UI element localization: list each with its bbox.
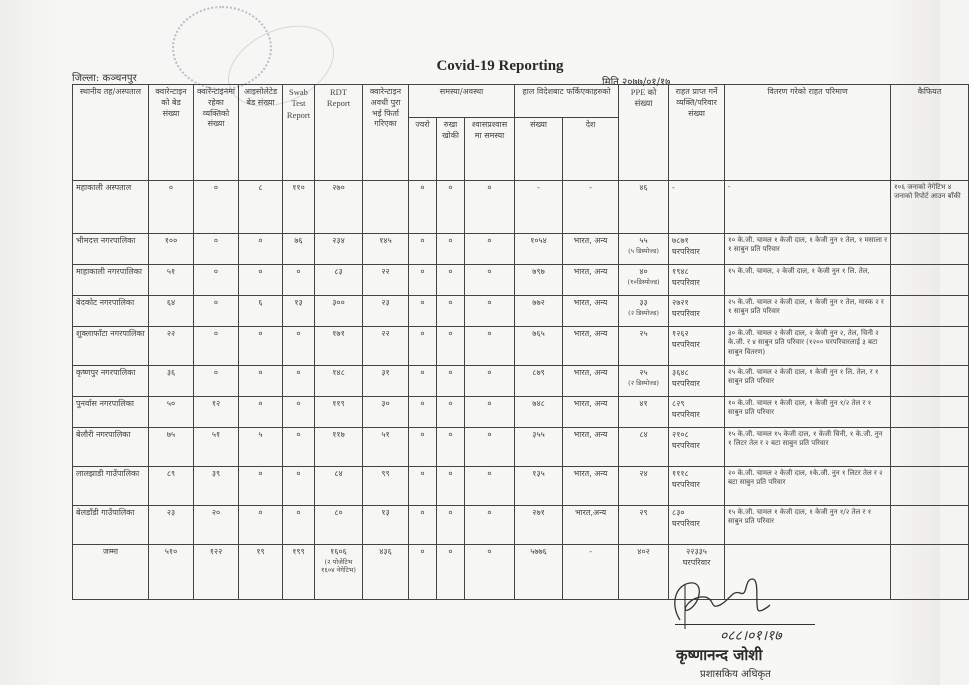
col-fever: ज्वरो (409, 118, 437, 181)
cell-relief-recipients (669, 234, 725, 265)
cell-fever: ० (409, 181, 437, 234)
cell-rdt: २७० (315, 181, 363, 234)
signature-line (675, 624, 815, 625)
recipients-count: ३६४८ (672, 368, 689, 377)
table-body (73, 181, 969, 600)
recipients-count: ८२९ (672, 399, 685, 408)
table-row (73, 428, 969, 467)
cell-remarks (891, 234, 969, 265)
document-title: Covid-19 Reporting (436, 58, 564, 74)
cell-returnee-country: भारत, अन्य (563, 296, 619, 327)
ppe-count: ८४ (639, 430, 648, 439)
cell-swab: ० (283, 265, 315, 296)
ppe-count: ४१ (639, 399, 648, 408)
cell-relief-distributed: २५ के.जी. चामल २ केजी दाल, १ केजी नुन १ तेल, मास्क २ र १ साबुन प्रति परिवार (725, 296, 891, 327)
cell-breathing: ० (465, 428, 515, 467)
cell-rdt: ३०० (315, 296, 363, 327)
cell-cough: ० (437, 366, 465, 397)
col-swab-test: Swab Test Report (283, 85, 315, 181)
cell-relief-distributed: १५ के.जी. चामल १५ केजी दाल, १ केजी चिनी, १ के.जी. नुन १ लिटर तेल र २ बटा साबुन प्रति परिवार (725, 428, 891, 467)
col-group-problem: समस्या/अवस्था (409, 85, 515, 118)
cell-quarantine-beds: १०० (149, 234, 194, 265)
cell-ppe (619, 428, 669, 467)
col-ppe: PPE को संख्या (619, 85, 669, 181)
cell-swab: ७६ (283, 234, 315, 265)
cell-returnee-country: भारत, अन्य (563, 366, 619, 397)
cell-isolation-beds: ० (239, 467, 283, 506)
cell-returnee-country: भारत,अन्य (563, 506, 619, 545)
total-cough: ० (437, 545, 465, 600)
recipients-unit: घरपरिवार (672, 339, 700, 349)
total-completed: ४३६ (363, 545, 409, 600)
total-returnee-country: - (563, 545, 619, 600)
cell-relief-recipients (669, 467, 725, 506)
cell-completed: १३ (363, 506, 409, 545)
cell-breathing: ० (465, 296, 515, 327)
col-relief-distributed: वितरण गरेको राहत परिमाण (725, 85, 891, 181)
cell-relief-recipients (669, 428, 725, 467)
cell-breathing: ० (465, 467, 515, 506)
cell-ppe (619, 265, 669, 296)
ppe-note: (५ डिस्पोज्ड) (628, 246, 659, 255)
cell-cough: ० (437, 467, 465, 506)
cell-fever: ० (409, 397, 437, 428)
ppe-count: २४ (639, 469, 648, 478)
cell-relief-recipients (669, 327, 725, 366)
cell-swab: ० (283, 506, 315, 545)
cell-returnee-country: भारत, अन्य (563, 428, 619, 467)
table-row (73, 467, 969, 506)
cell-swab: ० (283, 467, 315, 506)
covid-report-table (72, 84, 969, 600)
recipients-unit: घरपरिवार (672, 246, 700, 256)
cell-local-level: बेदकोट नगरपालिका (73, 296, 149, 327)
cell-cough: ० (437, 265, 465, 296)
cell-local-level: माहाकाली नगरपालिका (73, 265, 149, 296)
cell-isolation-beds: ० (239, 397, 283, 428)
recipients-count: - (672, 183, 675, 192)
cell-quarantine-persons: ० (194, 366, 239, 397)
cell-quarantine-beds: २३ (149, 506, 194, 545)
cell-quarantine-beds: ३६ (149, 366, 194, 397)
cell-ppe (619, 181, 669, 234)
cell-isolation-beds: ० (239, 506, 283, 545)
cell-rdt: १७१ (315, 327, 363, 366)
table-row (73, 234, 969, 265)
cell-completed: ५१ (363, 428, 409, 467)
cell-swab: ११० (283, 181, 315, 234)
cell-cough: ० (437, 296, 465, 327)
cell-relief-distributed: १५ के.जी. चामल, २ केजी दाल, १ केजी नुन १ लि. तेल, (725, 265, 891, 296)
ppe-note: (१०डिस्पोज्ड) (627, 277, 660, 286)
cell-isolation-beds: ० (239, 234, 283, 265)
cell-isolation-beds: ५ (239, 428, 283, 467)
col-isolation-beds: आइसोलेटेड बेड संख्या (239, 85, 283, 181)
cell-completed: २२ (363, 265, 409, 296)
cell-rdt: १४८ (315, 366, 363, 397)
cell-quarantine-persons: ० (194, 327, 239, 366)
cell-remarks (891, 296, 969, 327)
recipients-unit: घरपरिवार (672, 308, 700, 318)
cell-isolation-beds: ० (239, 327, 283, 366)
cell-isolation-beds: ० (239, 265, 283, 296)
recipients-unit: घरपरिवार (672, 440, 700, 450)
cell-remarks (891, 506, 969, 545)
cell-cough: ० (437, 428, 465, 467)
cell-quarantine-beds: ५१ (149, 265, 194, 296)
cell-relief-distributed: १० के.जी. चामल १ केजी दाल, १ केजी नुन १ तेल, १ मसाला र १ साबुन प्रति परिवार (725, 234, 891, 265)
cell-quarantine-persons: ० (194, 296, 239, 327)
cell-completed: २२ (363, 327, 409, 366)
cell-relief-distributed: २० के.जी. चामल २ केजी दाल, १के.जी. नुन १ लिटर तेल र २ बटा साबुन प्रति परिवार (725, 467, 891, 506)
col-quarantine-persons: क्वारेन्टाइनमा रहेका व्यक्तिको संख्या (194, 85, 239, 181)
total-swab: १९९ (283, 545, 315, 600)
cell-relief-distributed: १५ के.जी. चामल १ केजी दाल, १ केजी नुन १/२ तेल र १ साबुन प्रति परिवार (725, 506, 891, 545)
signatory-name: कृष्णानन्द जोशी (676, 646, 763, 664)
cell-returnee-count: ७४८ (515, 397, 563, 428)
cell-breathing: ० (465, 366, 515, 397)
col-remarks: कैफियत (891, 85, 969, 181)
cell-returnee-count: १०५४ (515, 234, 563, 265)
cell-breathing: ० (465, 397, 515, 428)
recipients-count: २७२१ (672, 298, 689, 307)
ppe-count: २५ (639, 329, 648, 338)
cell-fever: ० (409, 234, 437, 265)
cell-completed: १४५ (363, 234, 409, 265)
cell-returnee-count: ७६५ (515, 327, 563, 366)
cell-returnee-count: - (515, 181, 563, 234)
header-row-1 (73, 85, 969, 118)
col-quarantine-completed: क्वारेन्टाइन अवधी पुरा भई फिर्ता गरिएका (363, 85, 409, 181)
col-local-level: स्थानीय तह/अस्पताल (73, 85, 149, 181)
cell-breathing: ० (465, 506, 515, 545)
total-remarks (891, 545, 969, 600)
cell-returnee-country: भारत, अन्य (563, 327, 619, 366)
report-date: मिति २०७७/०१/१७ (602, 77, 671, 88)
cell-relief-distributed: - (725, 181, 891, 234)
recipients-unit: घरपरिवार (672, 518, 700, 528)
cell-remarks: १०६ जनाको नेगेटिभ ४ जनाको रिपोर्ट आउन बाँकी (891, 181, 969, 234)
cell-local-level: बेलडाँडी गाउँपालिका (73, 506, 149, 545)
cell-remarks (891, 397, 969, 428)
table-row (73, 397, 969, 428)
cell-local-level: महाकाली अस्पताल (73, 181, 149, 234)
cell-returnee-count: ७९७ (515, 265, 563, 296)
recipients-count: ७८७१ (672, 236, 689, 245)
cell-swab: ० (283, 366, 315, 397)
cell-remarks (891, 265, 969, 296)
cell-quarantine-persons: १२ (194, 397, 239, 428)
total-fever: ० (409, 545, 437, 600)
cell-cough: ० (437, 234, 465, 265)
cell-relief-recipients (669, 296, 725, 327)
cell-breathing: ० (465, 234, 515, 265)
ppe-count: ४० (639, 267, 648, 276)
signature-date: ०८८।०१।१७ (720, 628, 782, 644)
cell-completed: ९९ (363, 467, 409, 506)
cell-local-level: पुनर्वास नगरपालिका (73, 397, 149, 428)
cell-fever: ० (409, 506, 437, 545)
cell-returnee-country: भारत, अन्य (563, 265, 619, 296)
cell-quarantine-beds: ० (149, 181, 194, 234)
cell-isolation-beds: ६ (239, 296, 283, 327)
cell-ppe (619, 506, 669, 545)
ppe-count: ४६ (639, 183, 648, 192)
cell-remarks (891, 428, 969, 467)
cell-breathing: ० (465, 327, 515, 366)
cell-relief-recipients (669, 265, 725, 296)
cell-relief-distributed: २५ के.जी. चामल २ केजी दाल, १ केजी नुन १ लि. तेल, र १ साबुन प्रति परिवार (725, 366, 891, 397)
cell-swab: ० (283, 327, 315, 366)
cell-fever: ० (409, 265, 437, 296)
cell-quarantine-persons: ३९ (194, 467, 239, 506)
cell-breathing: ० (465, 181, 515, 234)
cell-cough: ० (437, 181, 465, 234)
recipients-count: १२६२ (672, 329, 689, 338)
total-quarantine-beds: ५१० (149, 545, 194, 600)
cell-breathing: ० (465, 265, 515, 296)
cell-swab: ० (283, 397, 315, 428)
cell-rdt: ८४ (315, 467, 363, 506)
recipients-count: ८३० (672, 508, 685, 517)
total-breathing: ० (465, 545, 515, 600)
cell-returnee-count: ७७२ (515, 296, 563, 327)
total-rdt-value: १६०६ (330, 547, 347, 556)
cell-returnee-country: भारत, अन्य (563, 397, 619, 428)
signature-scribble (660, 575, 780, 630)
cell-quarantine-persons: ० (194, 234, 239, 265)
cell-returnee-country: भारत, अन्य (563, 234, 619, 265)
cell-completed: ३१ (363, 366, 409, 397)
cell-returnee-count: २७१ (515, 506, 563, 545)
col-returnee-count: संख्या (515, 118, 563, 181)
recipients-unit: घरपरिवार (672, 378, 700, 388)
col-breathing: श्वासप्रश्वास मा समस्या (465, 118, 515, 181)
cell-remarks (891, 467, 969, 506)
total-recipients-unit: घरपरिवार (682, 557, 711, 567)
cell-relief-recipients (669, 181, 725, 234)
cell-quarantine-beds: ६४ (149, 296, 194, 327)
cell-fever: ० (409, 467, 437, 506)
cell-ppe (619, 327, 669, 366)
cell-completed: ३० (363, 397, 409, 428)
total-recipients-count: २२३३५ (686, 547, 707, 556)
cell-returnee-count: ३५५ (515, 428, 563, 467)
table-row (73, 265, 969, 296)
cell-ppe (619, 234, 669, 265)
cell-local-level: लालझाडी गाउँपालिका (73, 467, 149, 506)
col-quarantine-beds: क्वारेन्टाइन को बेड संख्या (149, 85, 194, 181)
total-quarantine-persons: १२२ (194, 545, 239, 600)
cell-relief-recipients (669, 366, 725, 397)
cell-isolation-beds: ८ (239, 181, 283, 234)
district-label: जिल्ला: कञ्चनपुर (72, 73, 137, 84)
cell-rdt: ८३ (315, 265, 363, 296)
cell-cough: ० (437, 327, 465, 366)
ppe-note: (२ डिस्पोज्ड) (628, 378, 659, 387)
cell-rdt: ११९ (315, 397, 363, 428)
cell-quarantine-persons: ५१ (194, 428, 239, 467)
total-rdt (315, 545, 363, 600)
ppe-count: ५५ (639, 236, 648, 245)
table-row (73, 327, 969, 366)
col-dry-cough: रुखा खोकी (437, 118, 465, 181)
cell-fever: ० (409, 366, 437, 397)
recipients-count: १११८ (672, 469, 689, 478)
ppe-count: ३३ (639, 298, 648, 307)
cell-rdt: २३४ (315, 234, 363, 265)
cell-remarks (891, 327, 969, 366)
recipients-unit: घरपरिवार (672, 479, 700, 489)
cell-fever: ० (409, 327, 437, 366)
col-group-returnees: हाल विदेशबाट फर्किएकाहरुको (515, 85, 619, 118)
cell-quarantine-beds: २२ (149, 327, 194, 366)
cell-relief-recipients (669, 397, 725, 428)
recipients-count: २१०८ (672, 430, 689, 439)
cell-ppe (619, 366, 669, 397)
total-label: जम्मा (73, 545, 149, 600)
cell-returnee-count: ८७९ (515, 366, 563, 397)
ppe-count: २९ (639, 508, 648, 517)
cell-rdt: ८० (315, 506, 363, 545)
cell-ppe (619, 296, 669, 327)
cell-quarantine-persons: २० (194, 506, 239, 545)
cell-relief-recipients (669, 506, 725, 545)
ppe-count: २५ (639, 368, 648, 377)
cell-remarks (891, 366, 969, 397)
cell-local-level: भीमदत्त नगरपालिका (73, 234, 149, 265)
cell-relief-distributed: १० के.जी. चामल १ केजी दाल, १ केजी नुन १/२ तेल र १ साबुन प्रति परिवार (725, 397, 891, 428)
total-isolation-beds: १९ (239, 545, 283, 600)
cell-rdt: ११७ (315, 428, 363, 467)
signatory-role: प्रशासकिय अधिकृत (700, 669, 771, 680)
cell-returnee-count: १३५ (515, 467, 563, 506)
cell-quarantine-beds: ८९ (149, 467, 194, 506)
cell-quarantine-persons: ० (194, 181, 239, 234)
col-returnee-country: देश (563, 118, 619, 181)
cell-swab: ० (283, 428, 315, 467)
cell-ppe (619, 467, 669, 506)
cell-completed: २३ (363, 296, 409, 327)
cell-completed (363, 181, 409, 234)
ppe-note: (२ डिस्पोज्ड) (628, 308, 659, 317)
col-relief-recipients: राहत प्राप्त गर्ने व्यक्ति/परिवार संख्या (669, 85, 725, 181)
recipients-unit: घरपरिवार (672, 409, 700, 419)
table-total-row (73, 545, 969, 600)
cell-relief-distributed: ३० के.जी. चामल २ केजी दाल, २ केजी नुन २, तेल, चिनी २ के.जी. र ४ साबुन प्रति परिवार (१२०० घरपरिवारलाई ३ बटा साबुन वितरण) (725, 327, 891, 366)
table-row (73, 181, 969, 234)
cell-cough: ० (437, 397, 465, 428)
table-row (73, 296, 969, 327)
cell-cough: ० (437, 506, 465, 545)
col-rdt-report: RDT Report (315, 85, 363, 181)
total-ppe: ४०२ (619, 545, 669, 600)
cell-swab: १३ (283, 296, 315, 327)
cell-fever: ० (409, 296, 437, 327)
cell-quarantine-beds: ५० (149, 397, 194, 428)
cell-local-level: शुक्लाफाँटा नगरपालिका (73, 327, 149, 366)
cell-fever: ० (409, 428, 437, 467)
cell-returnee-country: - (563, 181, 619, 234)
table-row (73, 506, 969, 545)
cell-isolation-beds: ० (239, 366, 283, 397)
recipients-count: १९४८ (672, 267, 689, 276)
cell-local-level: बेलौरी नगरपालिका (73, 428, 149, 467)
cell-quarantine-persons: ० (194, 265, 239, 296)
cell-local-level: कृष्णपुर नगरपालिका (73, 366, 149, 397)
total-rdt-note: (२ पोजेटिभ १६०४ नेगेटिभ) (321, 557, 356, 575)
cell-quarantine-beds: ७५ (149, 428, 194, 467)
cell-returnee-country: भारत, अन्य (563, 467, 619, 506)
cell-ppe (619, 397, 669, 428)
total-returnee-count: ५७७६ (515, 545, 563, 600)
recipients-unit: घरपरिवार (672, 277, 700, 287)
table-row (73, 366, 969, 397)
